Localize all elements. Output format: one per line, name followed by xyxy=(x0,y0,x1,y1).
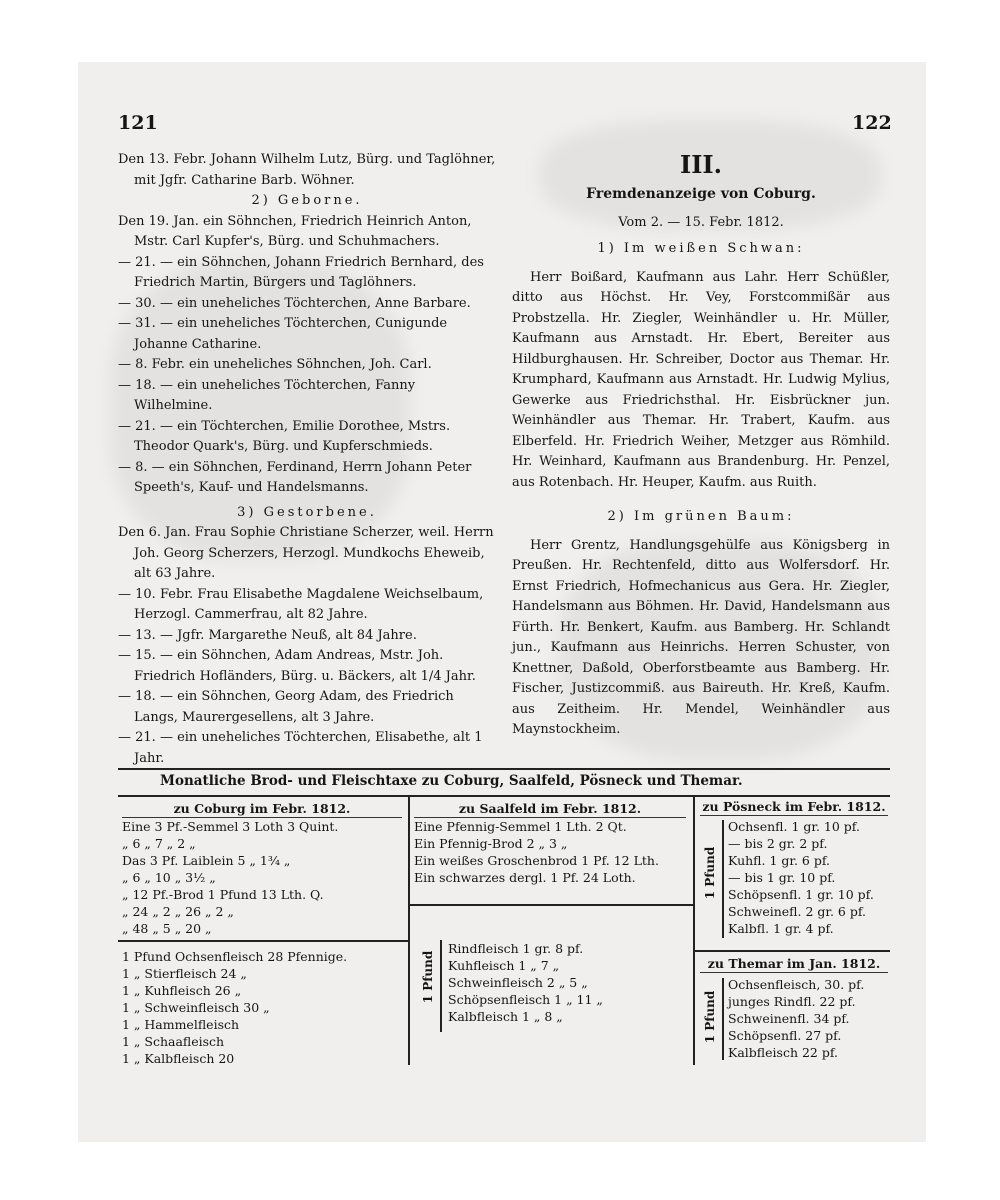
meat-row: Kuhfl. 1 gr. 6 pf. xyxy=(728,853,831,868)
meat-row: Kuhfleisch 1 „ 7 „ xyxy=(448,958,560,973)
meat-row: Schöpsenfleisch 1 „ 11 „ xyxy=(448,992,603,1007)
meat-row: 1 „ Hammelfleisch xyxy=(122,1017,240,1032)
left-column xyxy=(118,150,496,769)
births-heading: 2) Geborne. xyxy=(251,193,363,208)
right-column xyxy=(512,150,890,741)
themar-meat-prices xyxy=(728,976,864,1061)
bread-row: „ 24 „ 2 „ 26 „ 2 „ xyxy=(122,904,234,919)
death-entry: — 15. — ein Söhnchen, Adam Andreas, Mstr. Joh. Friedrich Hofländers, Bürg. u. Bäckers, alt 1/4 Jahr. xyxy=(118,648,476,684)
birth-entry: Den 19. Jan. ein Söhnchen, Friedrich Heinrich Anton, Mstr. Carl Kupfer's, Bürg. und Schuhmachers. xyxy=(118,213,472,249)
bread-row: Ein schwarzes dergl. 1 Pf. 24 Loth. xyxy=(414,870,636,885)
unit-bracket xyxy=(722,820,724,938)
death-entry: Den 6. Jan. Frau Sophie Christiane Scherzer, weil. Herrn Joh. Georg Scherzers, Herzogl. Mundkochs Eheweib, alt 63 Jahre. xyxy=(118,525,494,581)
meat-row: 1 „ Kalbfleisch 20 xyxy=(122,1051,235,1066)
bread-row: „ 6 „ 10 „ 3½ „ xyxy=(122,870,216,885)
meat-row: Schweinfleisch 2 „ 5 „ xyxy=(448,975,588,990)
page-number-left: 121 xyxy=(118,112,158,134)
meat-row: Kalbfleisch 1 „ 8 „ xyxy=(448,1009,563,1024)
meat-row: — bis 2 gr. 2 pf. xyxy=(728,836,828,851)
date-range: Vom 2. — 15. Febr. 1812. xyxy=(618,214,784,230)
meat-row: 1 „ Kuhfleisch 26 „ xyxy=(122,983,242,998)
section-title: Fremdenanzeige von Coburg. xyxy=(586,186,816,202)
table-title: Monatliche Brod- und Fleischtaxe zu Coburg, Saalfeld, Pösneck und Themar. xyxy=(160,773,743,789)
hotel-heading: 2) Im grünen Baum: xyxy=(607,509,795,524)
saalfeld-section-rule xyxy=(408,904,693,906)
birth-entry: — 31. — ein uneheliches Töchterchen, Cunigunde Johanne Catharine. xyxy=(118,316,448,352)
meat-row: Kalbfl. 1 gr. 4 pf. xyxy=(728,921,834,936)
birth-entry: — 21. — ein Töchterchen, Emilie Dorothee, Mstrs. Theodor Quark's, Bürg. und Kupferschmieds. xyxy=(118,418,451,454)
unit-bracket xyxy=(722,978,724,1060)
meat-row: Schöpsenfl. 1 gr. 10 pf. xyxy=(728,887,874,902)
column-divider xyxy=(408,795,410,1065)
unit-label: 1 Pfund xyxy=(421,950,435,1004)
meat-row: Rindfleisch 1 gr. 8 pf. xyxy=(448,941,584,956)
poesneck-meat-prices xyxy=(728,818,874,937)
bread-row: Ein Pfennig-Brod 2 „ 3 „ xyxy=(414,836,568,851)
death-entry: — 13. — Jgfr. Margarethe Neuß, alt 84 Jahre. xyxy=(118,627,417,643)
death-entry: — 10. Febr. Frau Elisabethe Magdalene Weichselbaum, Herzogl. Cammerfrau, alt 82 Jahre. xyxy=(118,586,484,622)
meat-row: 1 „ Schweinfleisch 30 „ xyxy=(122,1000,270,1015)
saalfeld-meat-prices xyxy=(448,940,603,1025)
deaths-heading: 3) Gestorbene. xyxy=(237,504,377,520)
meat-row: — bis 1 gr. 10 pf. xyxy=(728,870,836,885)
coburg-meat-prices xyxy=(122,948,347,1067)
unit-label: 1 Pfund xyxy=(703,990,717,1044)
coburg-header: zu Coburg im Febr. 1812. xyxy=(122,800,402,818)
unit-bracket xyxy=(440,940,442,1032)
birth-entry: — 8. — ein Söhnchen, Ferdinand, Herrn Johann Peter Speeth's, Kauf- und Handelsmanns. xyxy=(118,459,472,495)
guest-list: Herr Grentz, Handlungsgehülfe aus Königsberg in Preußen. Hr. Rechtenfeld, ditto aus Wolfersdorf. Hr. Ernst Friedrich, Hofmechanicus aus Gera. Hr. Ziegler, Handelsmann aus Böhmen. Hr. David, Handelsmann aus Fürth. Hr. Benkert, Kaufm. aus Bamberg. Hr. Schlandt jun., Kaufmann aus Heinrichs. Herren Schuster, von Knettner, Daßold, Oberforstbeamte aus Bamberg. Hr. Fischer, Justizcommiß. aus Baireuth. Hr. Kreß, Kaufm. aus Zeitheim. Hr. Mendel, Weinhändler aus Maynstockheim. xyxy=(512,537,890,737)
meat-row: 1 Pfund Ochsenfleisch 28 Pfennige. xyxy=(122,949,348,964)
guest-list: Herr Boißard, Kaufmann aus Lahr. Herr Schüßler, ditto aus Höchst. Hr. Vey, Forstcommißär aus Probstzella. Hr. Ziegler, Weinhändler u. Hr. Müller, Kaufmann aus Arnstadt. Hr. Ebert, Bereiter aus Hildburghausen. Hr. Schreiber, Doctor aus Themar. Hr. Krumphard, Kaufmann aus Arnstadt. Hr. Ludwig Mylius, Gewerke aus Friedrichsthal. Hr. Eisbrückner jun. Weinhändler aus Themar. Hr. Trabert, Kaufm. aus Elberfeld. Hr. Friedrich Weiher, Metzger aus Römhild. Hr. Weinhard, Kaufmann aus Brandenburg. Hr. Penzel, aus Rotenbach. Hr. Heuper, Kaufm. aus Ruith. xyxy=(512,269,890,490)
bread-row: Eine Pfennig-Semmel 1 Lth. 2 Qt. xyxy=(414,819,627,834)
bread-row: „ 48 „ 5 „ 20 „ xyxy=(122,921,212,936)
poesneck-header-text: zu Pösneck im Febr. 1812. xyxy=(700,798,888,816)
saalfeld-header: zu Saalfeld im Febr. 1812. xyxy=(414,800,686,818)
birth-entry: — 30. — ein uneheliches Töchterchen, Anne Barbare. xyxy=(118,295,471,311)
coburg-prices xyxy=(122,800,402,937)
meat-row: 1 „ Schaafleisch xyxy=(122,1034,225,1049)
death-entry: — 18. — ein Söhnchen, Georg Adam, des Friedrich Langs, Maurergesellens, alt 3 Jahre. xyxy=(118,689,454,725)
table-header-rule xyxy=(118,795,890,797)
section-numeral: III. xyxy=(679,150,723,179)
birth-entry: — 21. — ein Söhnchen, Johann Friedrich Bernhard, des Friedrich Martin, Bürgers und Taglöhners. xyxy=(118,254,484,290)
table-top-rule xyxy=(118,768,890,770)
poesneck-themar-rule xyxy=(693,950,890,952)
meat-row: Schöpsenfl. 27 pf. xyxy=(728,1028,842,1043)
hotel-heading: 1) Im weißen Schwan: xyxy=(597,241,805,256)
bread-row: „ 6 „ 7 „ 2 „ xyxy=(122,836,196,851)
meat-row: Ochsenfleisch, 30. pf. xyxy=(728,977,865,992)
bread-row: Ein weißes Groschenbrod 1 Pf. 12 Lth. xyxy=(414,853,659,868)
birth-entry: — 18. — ein uneheliches Töchterchen, Fanny Wilhelmine. xyxy=(118,377,416,413)
meat-row: 1 „ Stierfleisch 24 „ xyxy=(122,966,247,981)
marriage-entry: Den 13. Febr. Johann Wilhelm Lutz, Bürg. und Taglöhner, mit Jgfr. Catharine Barb. Wöhner. xyxy=(118,152,496,188)
bread-row: Das 3 Pf. Laiblein 5 „ 1¾ „ xyxy=(122,853,291,868)
bread-row: Eine 3 Pf.-Semmel 3 Loth 3 Quint. xyxy=(122,819,339,834)
birth-entry: — 8. Febr. ein uneheliches Söhnchen, Joh. Carl. xyxy=(118,357,432,372)
poesneck-header xyxy=(700,798,888,816)
death-entry: — 21. — ein uneheliches Töchterchen, Elisabethe, alt 1 Jahr. xyxy=(118,730,483,766)
coburg-section-rule xyxy=(118,940,408,942)
meat-row: Schweinefl. 2 gr. 6 pf. xyxy=(728,904,867,919)
unit-label: 1 Pfund xyxy=(703,846,717,900)
bread-row: „ 12 Pf.-Brod 1 Pfund 13 Lth. Q. xyxy=(122,887,324,902)
page-number-right: 122 xyxy=(852,112,892,134)
themar-header xyxy=(700,955,888,973)
column-divider xyxy=(693,795,695,1065)
themar-header-text: zu Themar im Jan. 1812. xyxy=(700,955,888,973)
saalfeld-prices xyxy=(414,800,686,886)
meat-row: Ochsenfl. 1 gr. 10 pf. xyxy=(728,819,860,834)
meat-row: Kalbfleisch 22 pf. xyxy=(728,1045,838,1060)
meat-row: junges Rindfl. 22 pf. xyxy=(728,994,856,1009)
meat-row: Schweinenfl. 34 pf. xyxy=(728,1011,850,1026)
